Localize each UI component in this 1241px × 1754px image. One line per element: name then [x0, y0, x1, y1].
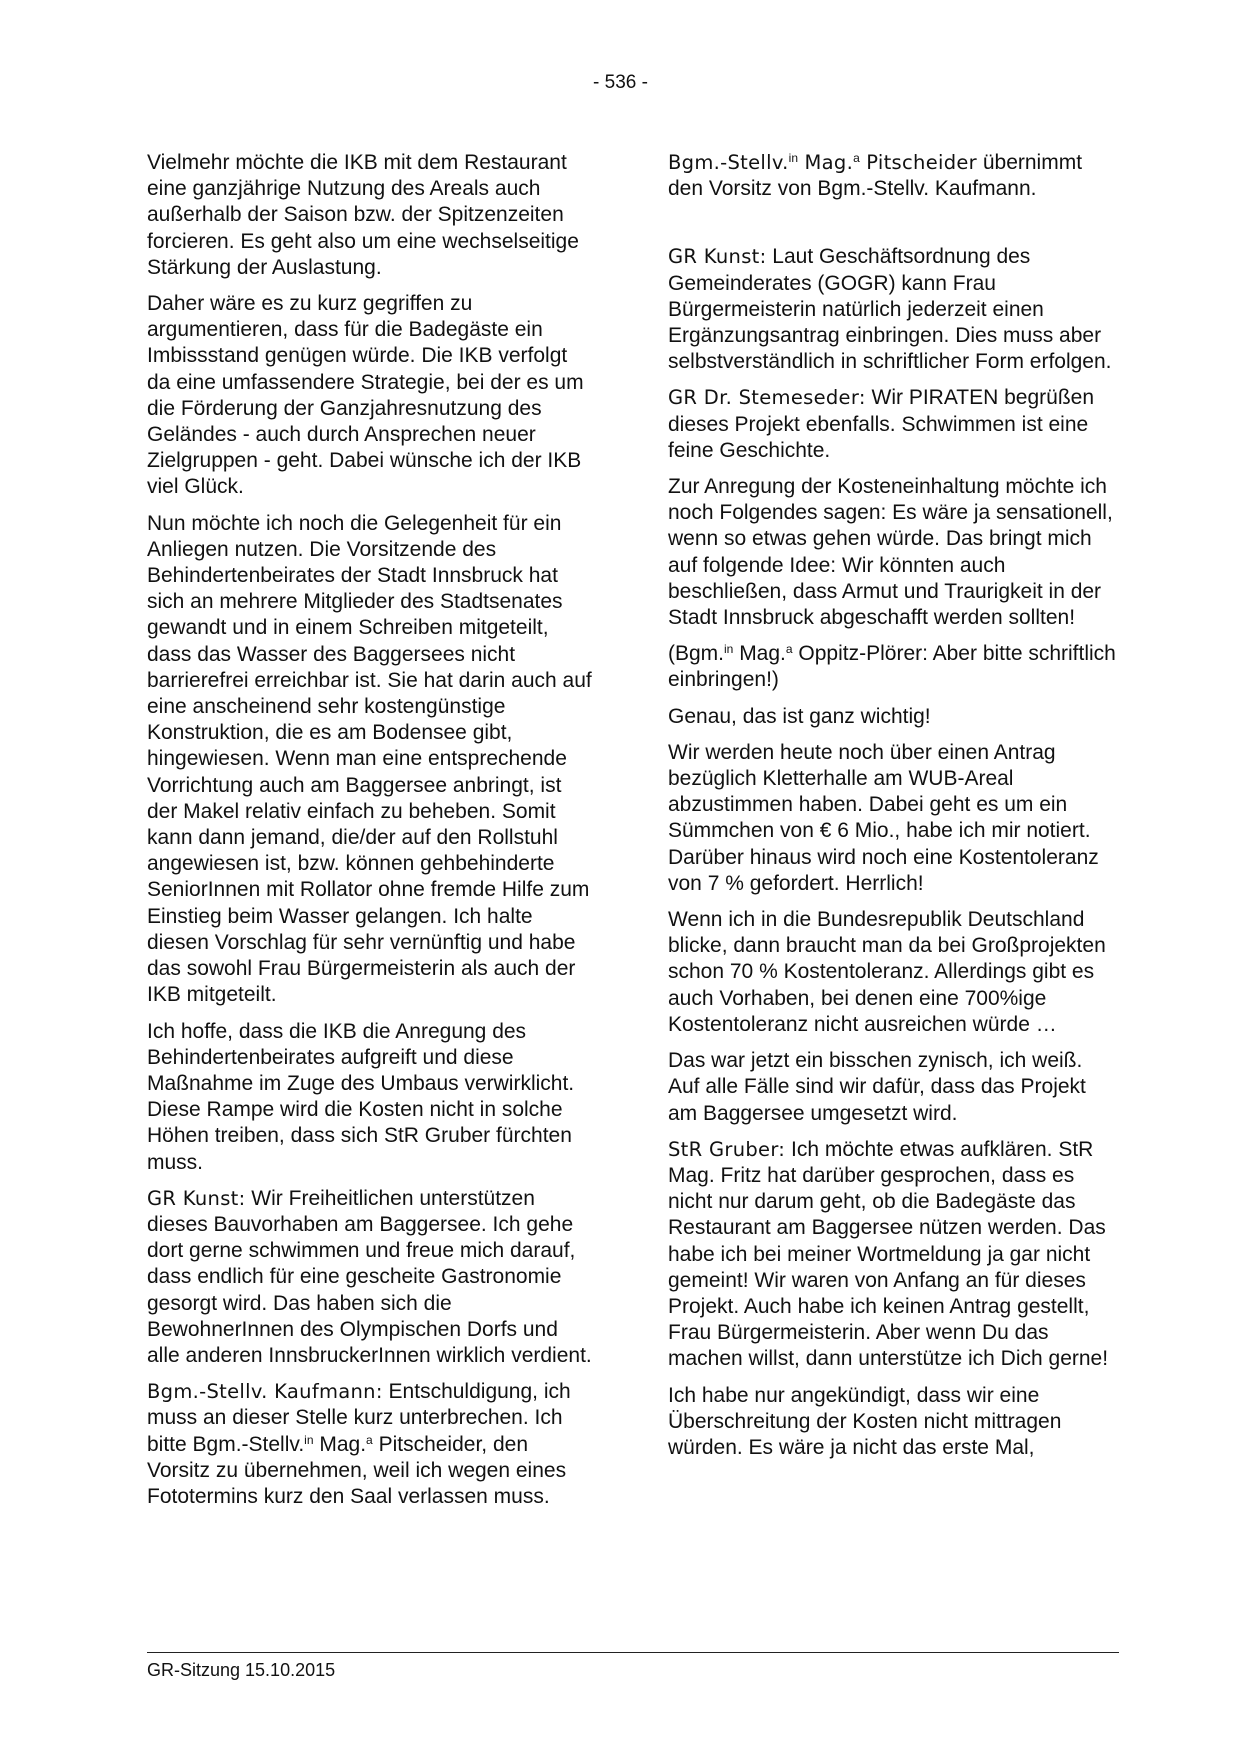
paragraph: Wir werden heute noch über einen Antrag bezüglich Kletterhalle am WUB-Areal abzustimmen haben. Dabei geht es um ein Sümmchen von € 6 Mio., habe ich mir notiert. Darüber hinaus wird noch eine Kostentoleranz von 7 % gefordert. Herrlich!: [668, 740, 1099, 895]
speech-text: Laut Geschäftsordnung des Gemeinderates (GOGR) kann Frau Bürgermeisterin natürlich jederzeit einen Ergänzungsantrag einbringen. Dies muss aber selbstverständlich in schriftlicher Form erfolgen.: [668, 245, 1112, 374]
right-column: [668, 150, 1118, 1471]
superscript: in: [724, 642, 734, 657]
speech-text: Pitscheider, den Vorsitz zu übernehmen, weil ich wegen eines Fototermins kurz den Saal verlassen muss.: [147, 1432, 567, 1508]
left-column: [147, 150, 592, 1520]
speech-text: Wir PIRATEN begrüßen dieses Projekt ebenfalls. Schwimmen ist eine feine Geschichte.: [668, 386, 1095, 462]
paragraph: Daher wäre es zu kurz gegriffen zu argumentieren, dass für die Badegäste ein Imbissstand genügen würde. Die IKB verfolgt da eine umfassendere Strategie, bei der es um die Förderung der Ganzjahresnutzung des Geländes - auch durch Ansprechen neuer Zielgruppen - geht. Dabei wünsche ich der IKB viel Glück.: [147, 292, 584, 499]
paragraph: Zur Anregung der Kosteneinhaltung möchte ich noch Folgendes sagen: Es wäre ja sensationell, wenn so etwas gehen würde. Das bringt mich auf folgende Idee: Wir könnten auch beschließen, dass Armut und Traurigkeit in der Stadt Innsbruck abgeschafft werden sollten!: [668, 475, 1113, 630]
paragraph: Nun möchte ich noch die Gelegenheit für ein Anliegen nutzen. Die Vorsitzende des Behindertenbeirates der Stadt Innsbruck hat sich an mehrere Mitglieder des Stadtsenates gewandt und in einem Schreiben mitgeteilt, dass das Wasser des Baggersees nicht barrierefrei erreichbar ist. Sie hat darin auch auf eine anscheinend sehr kostengünstige Konstruktion, die es am Bodensee gibt, hingewiesen. Wenn man eine entsprechende Vorrichtung auch am Baggersee anbringt, ist der Makel relativ einfach zu beheben. Somit kann dann jemand, die/der auf den Rollstuhl angewiesen ist, bzw. können gehbehinderte SeniorInnen mit Rollator ohne fremde Hilfe zum Einstieg beim Wasser gelangen. Ich halte diesen Vorschlag für sehr vernünftig und habe das sowohl Frau Bürgermeisterin als auch der IKB mitgeteilt.: [147, 511, 592, 1007]
paragraph: Ich habe nur angekündigt, dass wir eine Überschreitung der Kosten nicht mittragen würden. Es wäre ja nicht das erste Mal,: [668, 1383, 1062, 1459]
superscript: a: [785, 642, 793, 657]
speech-paragraph: [668, 244, 1118, 375]
speaker-name: Bgm.-Stellv. Kaufmann:: [147, 1380, 383, 1404]
superscript: in: [304, 1432, 314, 1447]
speaker-name: GR Dr. Stemeseder:: [668, 386, 866, 410]
speech-text: Wir Freiheitlichen unterstützen dieses Bauvorhaben am Baggersee. Ich gehe dort gerne schwimmen und freue mich darauf, dass endlich für eine gescheite Gastronomie gesorgt wird. Das haben sich die BewohnerInnen des Olympischen Dorfs und alle anderen InnsbruckerInnen wirklich verdient.: [147, 1186, 592, 1367]
speaker-name: Bgm.-Stellv.: [668, 151, 789, 174]
paragraph: Vielmehr möchte die IKB mit dem Restaurant eine ganzjährige Nutzung des Areals auch außerhalb der Saison bzw. der Spitzenzeiten forcieren. Es geht also um eine wechselseitige Stärkung der Auslastung.: [147, 151, 579, 279]
interjection-text: Mag.: [733, 642, 786, 666]
paragraph: Genau, das ist ganz wichtig!: [668, 704, 931, 728]
interjection-text: Oppitz-Plörer: Aber bitte schriftlich einbringen!): [668, 642, 1116, 692]
paragraph: Wenn ich in die Bundesrepublik Deutschland blicke, dann braucht man da bei Großprojekten schon 70 % Kostentoleranz. Allerdings gibt es auch Vorhaben, bei denen eine 700%ige Kostentoleranz nicht ausreichen würde …: [668, 908, 1106, 1036]
speech-paragraph: [668, 385, 1118, 464]
speech-paragraph: [147, 1379, 592, 1510]
speech-paragraph: [668, 1137, 1118, 1373]
speech-text: Mag.: [313, 1432, 367, 1456]
interjection-text: (Bgm.: [668, 642, 725, 666]
speech-text: Entschuldigung, ich muss an dieser Stelle kurz unterbrechen. Ich bitte Bgm.-Stellv.: [147, 1380, 571, 1456]
footer-divider: [147, 1652, 1119, 1653]
speaker-name: Pitscheider: [859, 151, 978, 174]
speech-paragraph: [147, 1186, 592, 1369]
paragraph: Ich hoffe, dass die IKB die Anregung des Behindertenbeirates aufgreift und diese Maßnahme im Zuge des Umbaus verwirklicht. Diese Rampe wird die Kosten nicht in solche Höhen treiben, dass sich StR Gruber fürchten muss.: [147, 1019, 575, 1174]
superscript: in: [788, 151, 799, 165]
superscript: a: [366, 1432, 373, 1447]
paragraph: Das war jetzt ein bisschen zynisch, ich weiß. Auf alle Fälle sind wir dafür, dass das Projekt am Baggersee umgesetzt wird.: [668, 1049, 1086, 1125]
speaker-name: StR Gruber:: [668, 1137, 786, 1161]
interjection-paragraph: [668, 641, 1118, 693]
speaker-name: GR Kunst:: [147, 1186, 246, 1210]
speech-text: übernimmt den Vorsitz von Bgm.-Stellv. Kaufmann.: [668, 151, 1083, 201]
speech-text: Ich möchte etwas aufklären. StR Mag. Fritz hat darüber gesprochen, dass es nicht nur darum geht, ob die Badegäste das Restaurant am Baggersee nützen werden. Das habe ich bei meiner Wortmeldung ja gar nicht gemeint! Wir waren von Anfang an für dieses Projekt. Auch habe ich keinen Antrag gestellt, Frau Bürgermeisterin. Aber wenn Du das machen willst, dann unterstütze ich Dich gerne!: [668, 1137, 1109, 1371]
superscript: a: [853, 151, 860, 165]
page-number: - 536 -: [593, 72, 648, 93]
speaker-name: GR Kunst:: [668, 245, 767, 269]
speaker-name: Mag.: [798, 151, 854, 174]
footer-session-date: GR-Sitzung 15.10.2015: [147, 1660, 336, 1680]
speech-paragraph: [668, 150, 1118, 202]
